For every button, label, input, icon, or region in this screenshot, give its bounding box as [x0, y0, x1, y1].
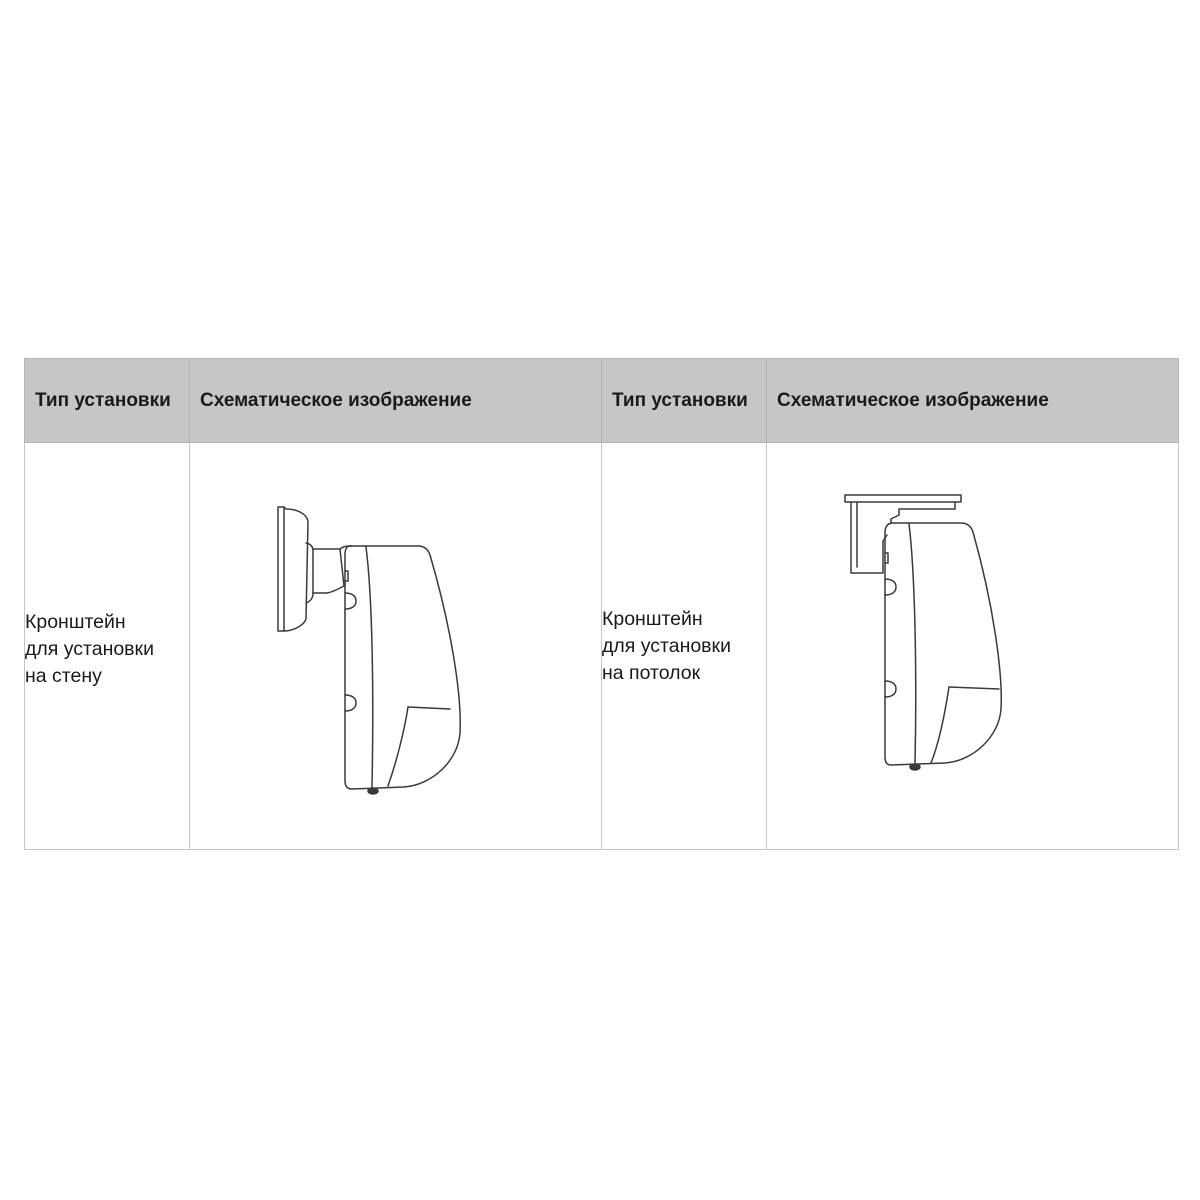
ceiling-mount-bracket-icon — [767, 443, 1179, 850]
table-header-row — [25, 359, 1179, 443]
mount-types-table — [24, 358, 1179, 850]
wall-mount-type-cell — [25, 443, 190, 850]
ceiling-mount-label-line: для установки — [602, 634, 731, 657]
wall-mount-label-line: для установки — [25, 637, 154, 660]
header-install-type: Тип установки — [602, 359, 767, 443]
wall-mount-diagram-cell — [190, 443, 602, 850]
wall-mount-label-line: на стену — [25, 664, 102, 687]
wall-mount-label-line: Кронштейн — [25, 610, 126, 633]
ceiling-mount-type-cell — [602, 443, 767, 850]
wall-mount-bracket-icon — [190, 443, 602, 850]
ceiling-mount-label-line: Кронштейн — [602, 607, 703, 630]
header-schematic: Схематическое изображение — [767, 359, 1179, 443]
ceiling-mount-label-line: на потолок — [602, 661, 701, 684]
header-install-type: Тип установки — [25, 359, 190, 443]
table-row — [25, 443, 1179, 850]
header-schematic: Схематическое изображение — [190, 359, 602, 443]
ceiling-mount-diagram-cell — [767, 443, 1179, 850]
